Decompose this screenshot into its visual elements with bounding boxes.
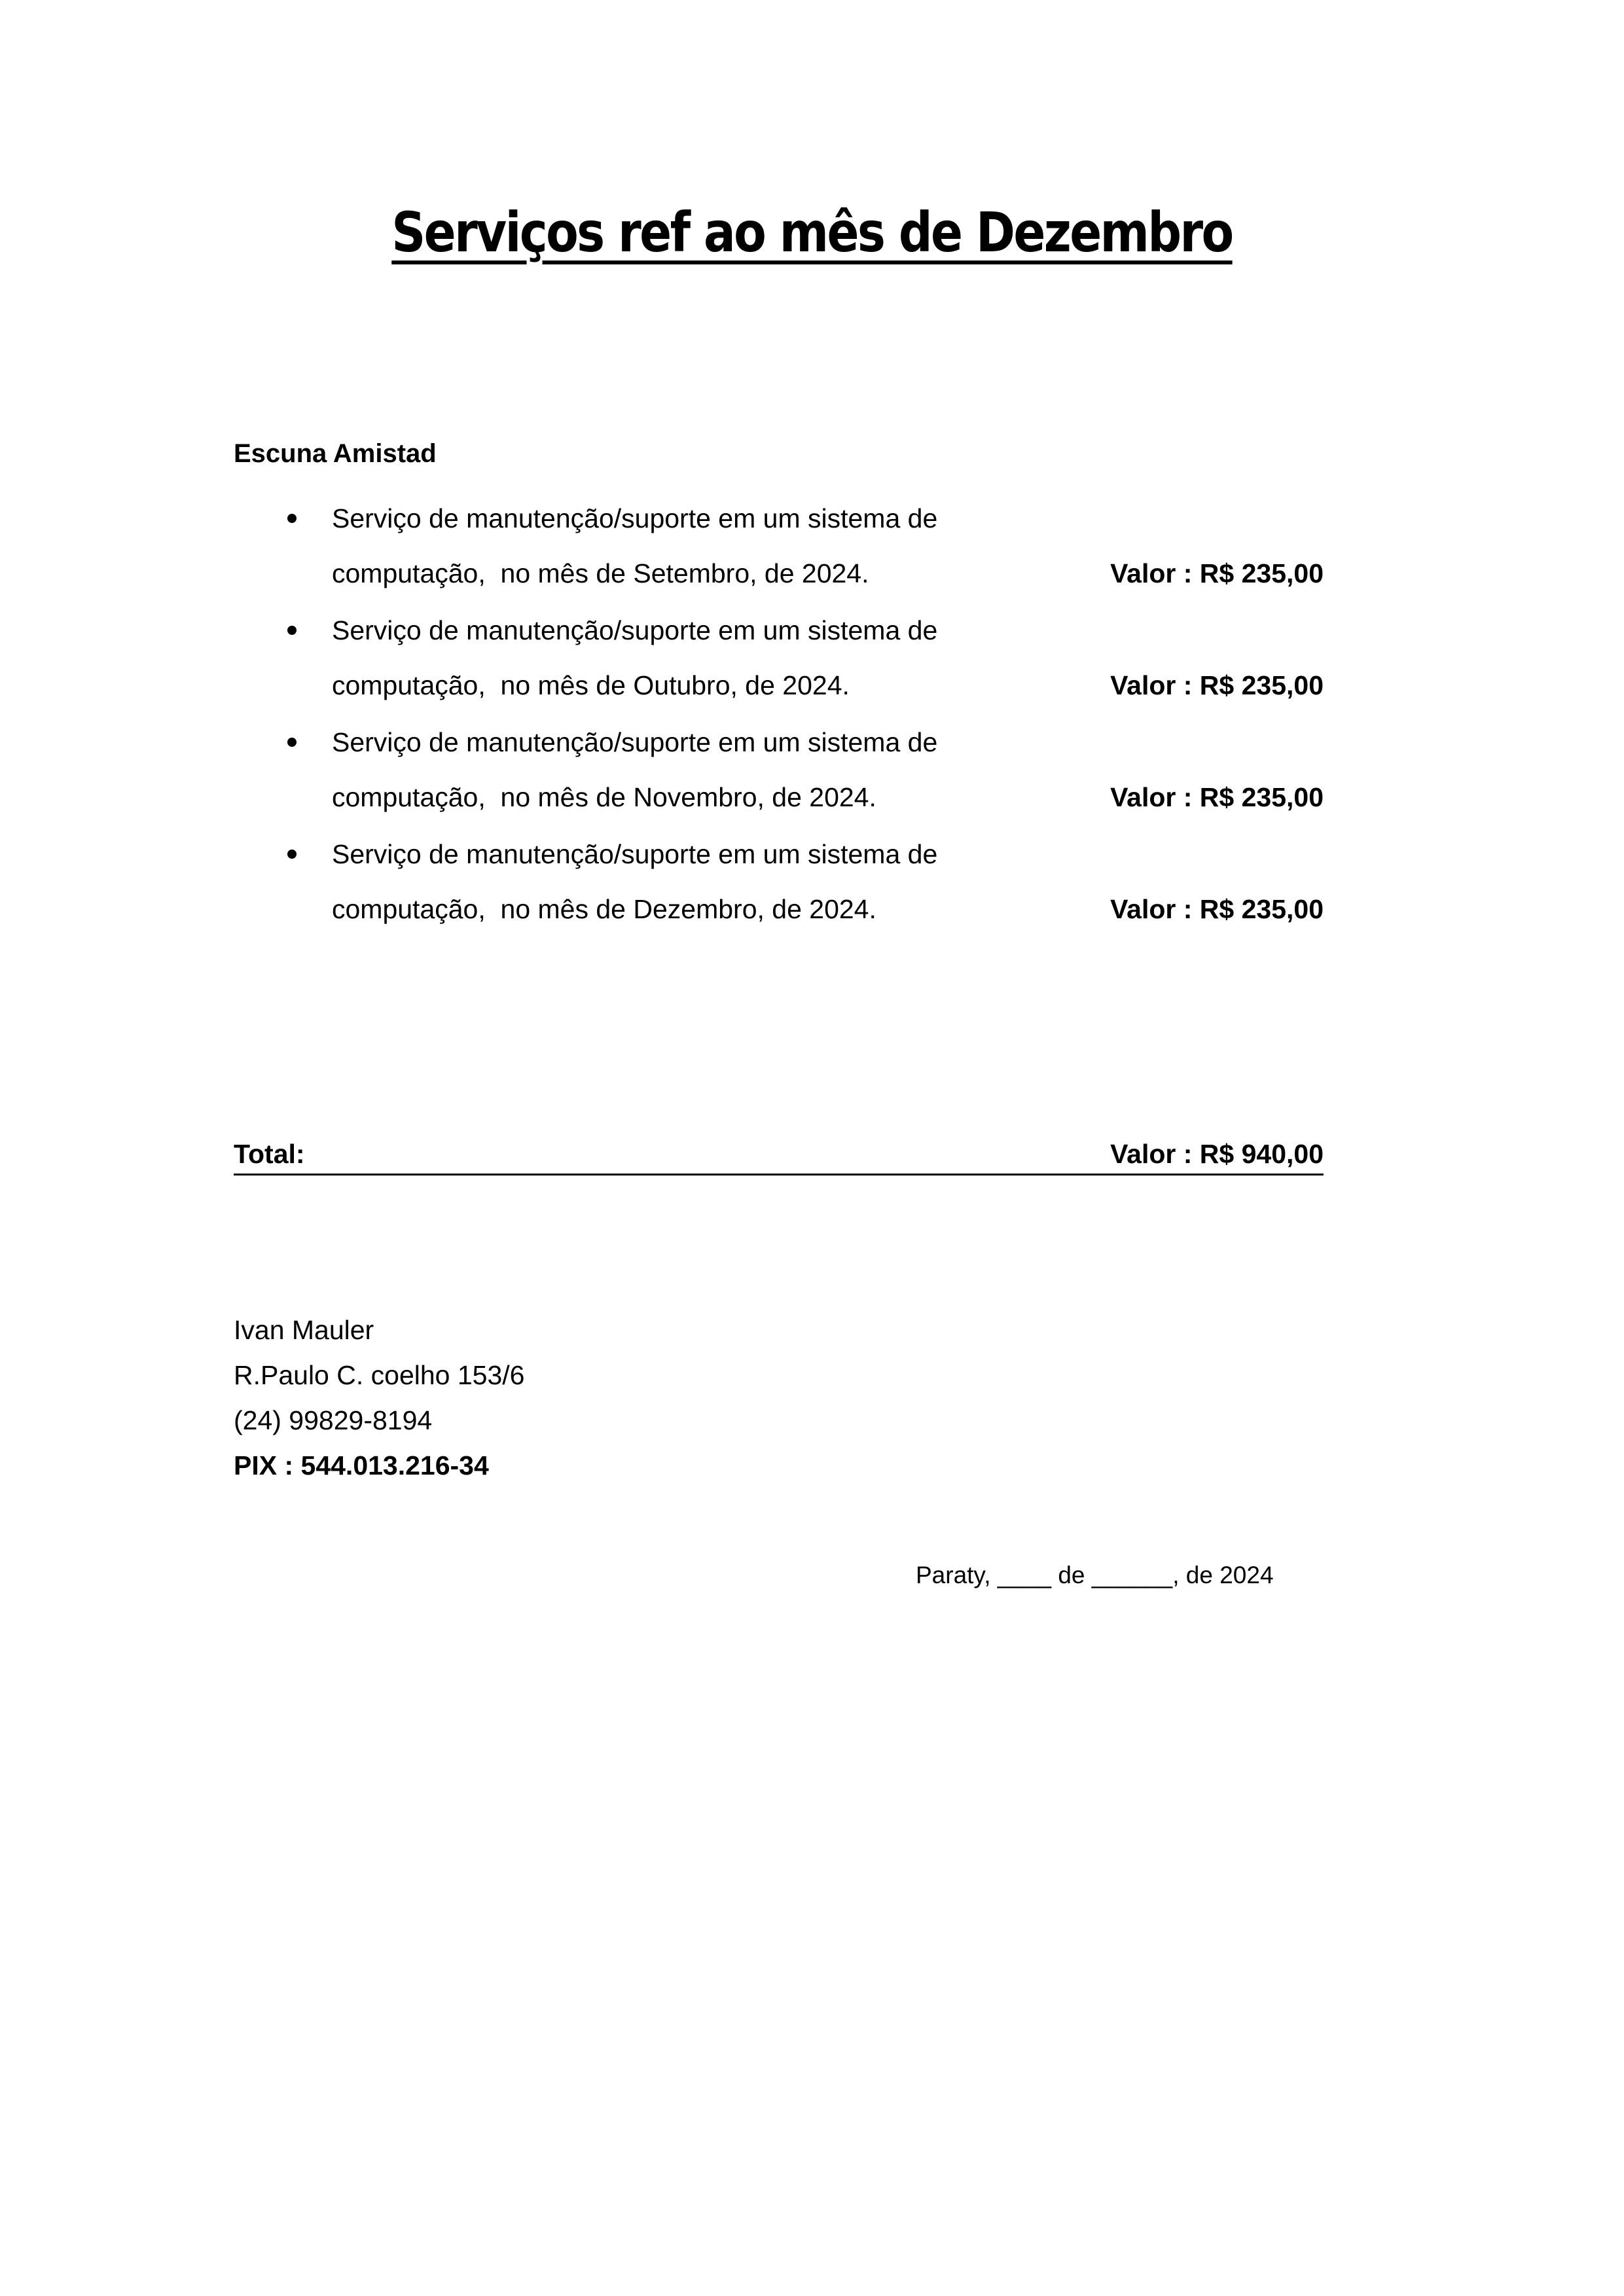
total-label: Total: — [234, 1139, 305, 1169]
list-item — [234, 496, 1324, 608]
service-description: Serviço de manutenção/suporte em um sistema de — [332, 615, 938, 645]
service-value: Valor : R$ 235,00 — [1110, 558, 1324, 588]
client-name: Escuna Amistad — [234, 439, 437, 468]
bullet-icon — [287, 738, 297, 747]
page-title: Serviços ref ao mês de Dezembro — [391, 200, 1233, 264]
service-description: Serviço de manutenção/suporte em um sistema de — [332, 727, 938, 757]
service-description: Serviço de manutenção/suporte em um sistema de — [332, 839, 938, 869]
service-value: Valor : R$ 235,00 — [1110, 670, 1324, 700]
service-value: Valor : R$ 235,00 — [1110, 894, 1324, 924]
total-value: Valor : R$ 940,00 — [1110, 1139, 1324, 1169]
service-description-cont: computação, no mês de Dezembro, de 2024. — [332, 894, 876, 924]
contact-phone: (24) 99829-8194 — [234, 1405, 433, 1435]
list-item — [234, 608, 1324, 720]
service-description-cont: computação, no mês de Setembro, de 2024. — [332, 558, 869, 588]
bullet-icon — [287, 626, 297, 635]
list-item — [234, 720, 1324, 832]
date-line: Paraty, ____ de ______, de 2024 — [916, 1562, 1274, 1588]
services-list — [234, 496, 1324, 944]
list-item — [234, 832, 1324, 944]
service-description: Serviço de manutenção/suporte em um sistema de — [332, 503, 938, 533]
service-value: Valor : R$ 235,00 — [1110, 782, 1324, 812]
service-description-cont: computação, no mês de Outubro, de 2024. — [332, 670, 850, 700]
contact-block — [234, 1308, 524, 1488]
total-row — [234, 1134, 1324, 1175]
pix-key: PIX : 544.013.216-34 — [234, 1450, 489, 1480]
contact-address: R.Paulo C. coelho 153/6 — [234, 1360, 525, 1390]
contact-name: Ivan Mauler — [234, 1315, 374, 1345]
bullet-icon — [287, 850, 297, 859]
service-description-cont: computação, no mês de Novembro, de 2024. — [332, 782, 876, 812]
bullet-icon — [287, 514, 297, 523]
